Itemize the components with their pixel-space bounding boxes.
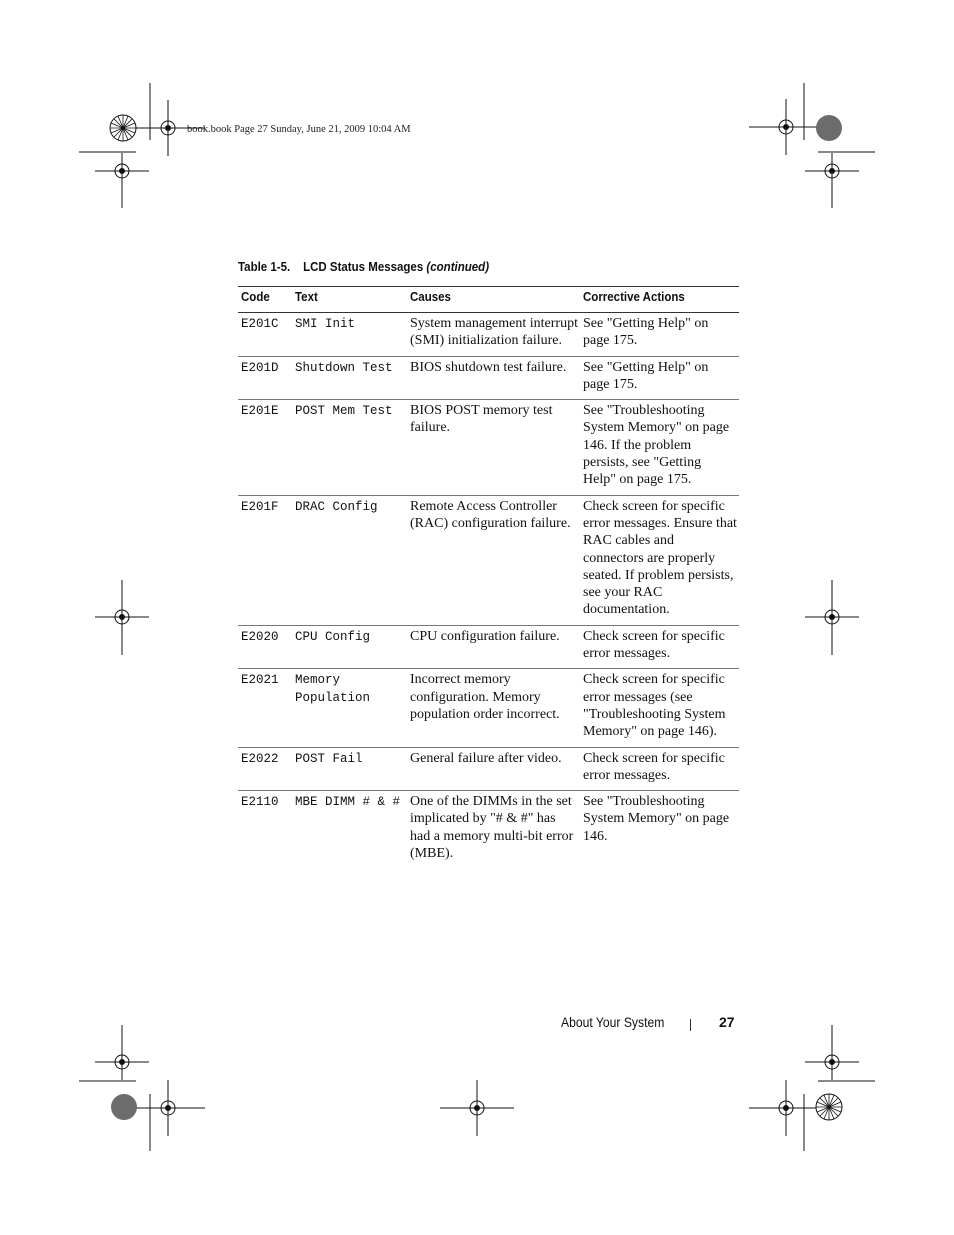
cell-text: POST Fail: [292, 747, 407, 791]
cell-text: MBE DIMM # & #: [295, 795, 401, 810]
cell-corrective-actions: Check screen for specific error messages. Ensure that RAC cables and connectors are properly seated. If problem persists, see your RAC documentation.: [580, 495, 739, 625]
cell-code: E201E: [238, 400, 292, 495]
cell-text: DRAC Config: [292, 495, 407, 625]
cell-corrective-actions: Check screen for specific error messages.: [580, 625, 739, 669]
header-code: Code: [238, 287, 292, 313]
cell-code: E2021: [238, 669, 292, 747]
cell-code: E2020: [238, 625, 292, 669]
cell-code: E201F: [238, 495, 292, 625]
cell-text: POST Mem Test: [292, 400, 407, 495]
cell-causes: General failure after video.: [407, 747, 580, 791]
cell-code: E201C: [238, 313, 292, 357]
table-caption-title: LCD Status Messages: [303, 260, 427, 274]
cell-causes: Incorrect memory configuration. Memory population order incorrect.: [407, 669, 580, 747]
cell-causes: BIOS shutdown test failure.: [407, 356, 580, 400]
cell-text: CPU Config: [292, 625, 407, 669]
print-slug: book.book Page 27 Sunday, June 21, 2009 10:04 AM: [187, 124, 411, 135]
header-corrective-actions: Corrective Actions: [580, 287, 739, 313]
cell-causes: System management interrupt (SMI) initialization failure.: [407, 313, 580, 357]
cell-code: E2110: [241, 795, 279, 810]
cell-text: Shutdown Test: [292, 356, 407, 400]
cell-causes: One of the DIMMs in the set implicated by "# & #" has had a memory multi-bit error (MBE).: [410, 794, 574, 862]
cell-causes: CPU configuration failure.: [407, 625, 580, 669]
cell-code: E201D: [238, 356, 292, 400]
table-caption-continued: (continued): [426, 260, 490, 274]
cell-text: Memory Population: [292, 669, 407, 747]
footer-section-title: About Your System: [561, 1015, 665, 1030]
cell-corrective-actions: Check screen for specific error messages.: [580, 747, 739, 791]
cell-corrective-actions: Check screen for specific error messages (see "Troubleshooting System Memory" on page 146).: [580, 669, 739, 747]
header-text: Text: [292, 287, 407, 313]
cell-text: SMI Init: [292, 313, 407, 357]
table-caption-number: Table 1-5.: [238, 260, 291, 274]
cell-causes: Remote Access Controller (RAC) configuration failure.: [407, 495, 580, 625]
cell-causes: BIOS POST memory test failure.: [407, 400, 580, 495]
cell-code: E2022: [238, 747, 292, 791]
cell-corrective-actions: See "Troubleshooting System Memory" on page 146. If the problem persists, see "Getting Help" on page 175.: [580, 400, 739, 495]
header-causes: Causes: [407, 287, 580, 313]
cell-corrective-actions: See "Getting Help" on page 175.: [580, 313, 739, 357]
page-number: 27: [719, 1014, 735, 1030]
cell-corrective-actions: See "Getting Help" on page 175.: [580, 356, 739, 400]
cell-corrective-actions: See "Troubleshooting System Memory" on page 146.: [583, 794, 730, 844]
